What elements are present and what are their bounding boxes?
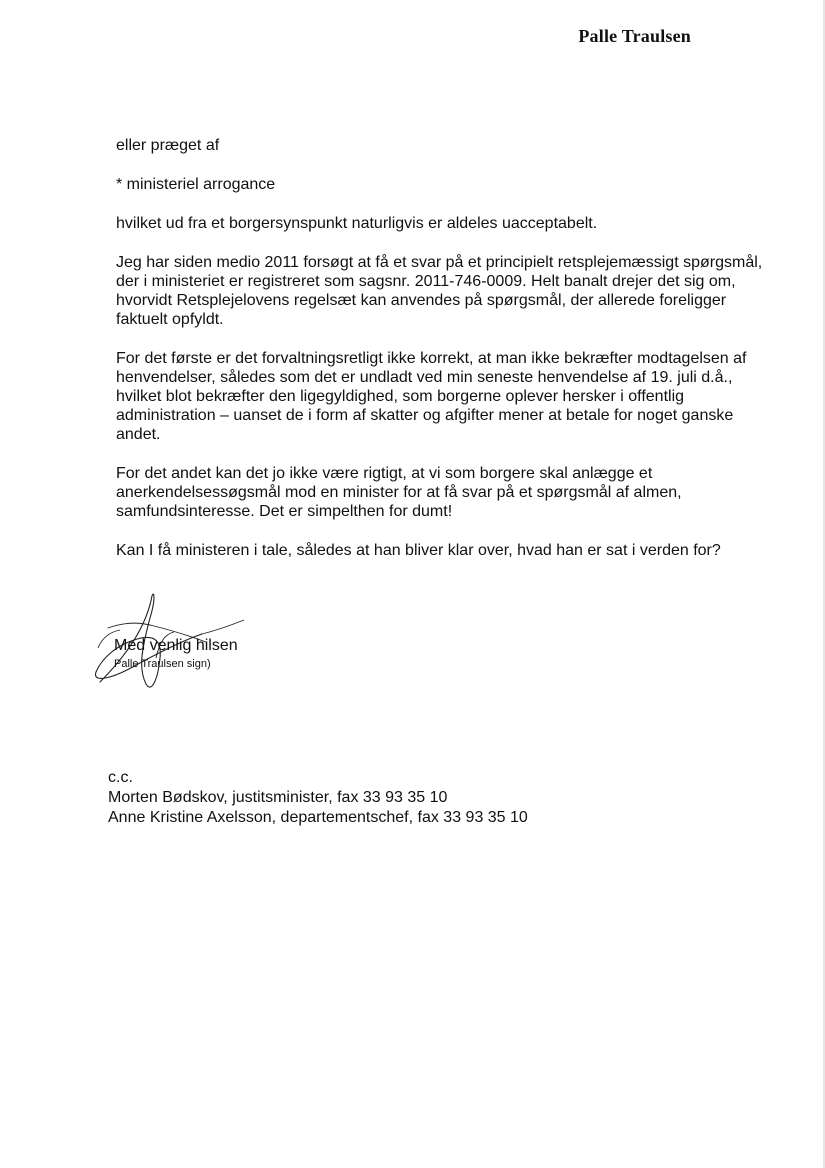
sender-name-header: Palle Traulsen	[578, 26, 691, 46]
signature-note: Palle Traulsen sign)	[114, 658, 211, 670]
cc-recipient: Anne Kristine Axelsson, departementschef, fax 33 93 35 10	[108, 809, 528, 826]
closing-greeting: Med venlig hilsen	[114, 637, 238, 654]
paragraph-request: Kan I få ministeren i tale, således at han bliver klar over, hvad han er sat i verden for?	[116, 542, 721, 559]
cc-recipient: Morten Bødskov, justitsminister, fax 33 93 35 10	[108, 789, 448, 806]
letter-body	[116, 136, 766, 580]
paragraph-first-point: For det første er det forvaltningsretligt ikke korrekt, at man ikke bekræfter modtagelsen af henvendelser, således som det er undladt ved min seneste henvendelse af 19. juli d.å., hvilket blot bekræfter den ligegyldighed, som borgerne oplever hersker i offentlig administration – uanset de i form af skatter og afgifter mener at betale for noget ganske andet.	[116, 350, 747, 443]
paragraph-unacceptable: hvilket ud fra et borgersynspunkt naturligvis er aldeles uacceptabelt.	[116, 215, 598, 232]
closing-block	[94, 588, 334, 698]
paragraph-case: Jeg har siden medio 2011 forsøgt at få et svar på et principielt retsplejemæssigt spørgsmål, der i ministeriet er registreret som sagsnr. 2011-746-0009. Helt banalt drejer det sig om, hvorvidt Retsplejelovens regelsæt kan anvendes på spørgsmål, der allerede foreligger faktuelt opfyldt.	[116, 254, 763, 328]
paragraph-bullet: * ministeriel arrogance	[116, 176, 276, 193]
cc-block	[108, 768, 528, 828]
paragraph-intro: eller præget af	[116, 137, 220, 154]
paragraph-second-point: For det andet kan det jo ikke være rigtigt, at vi som borgere skal anlægge et anerkendelsessøgsmål mod en minister for at få svar på et spørgsmål af almen, samfundsinteresse. Det er simpelthen for dumt!	[116, 465, 682, 520]
cc-label: c.c.	[108, 769, 133, 786]
